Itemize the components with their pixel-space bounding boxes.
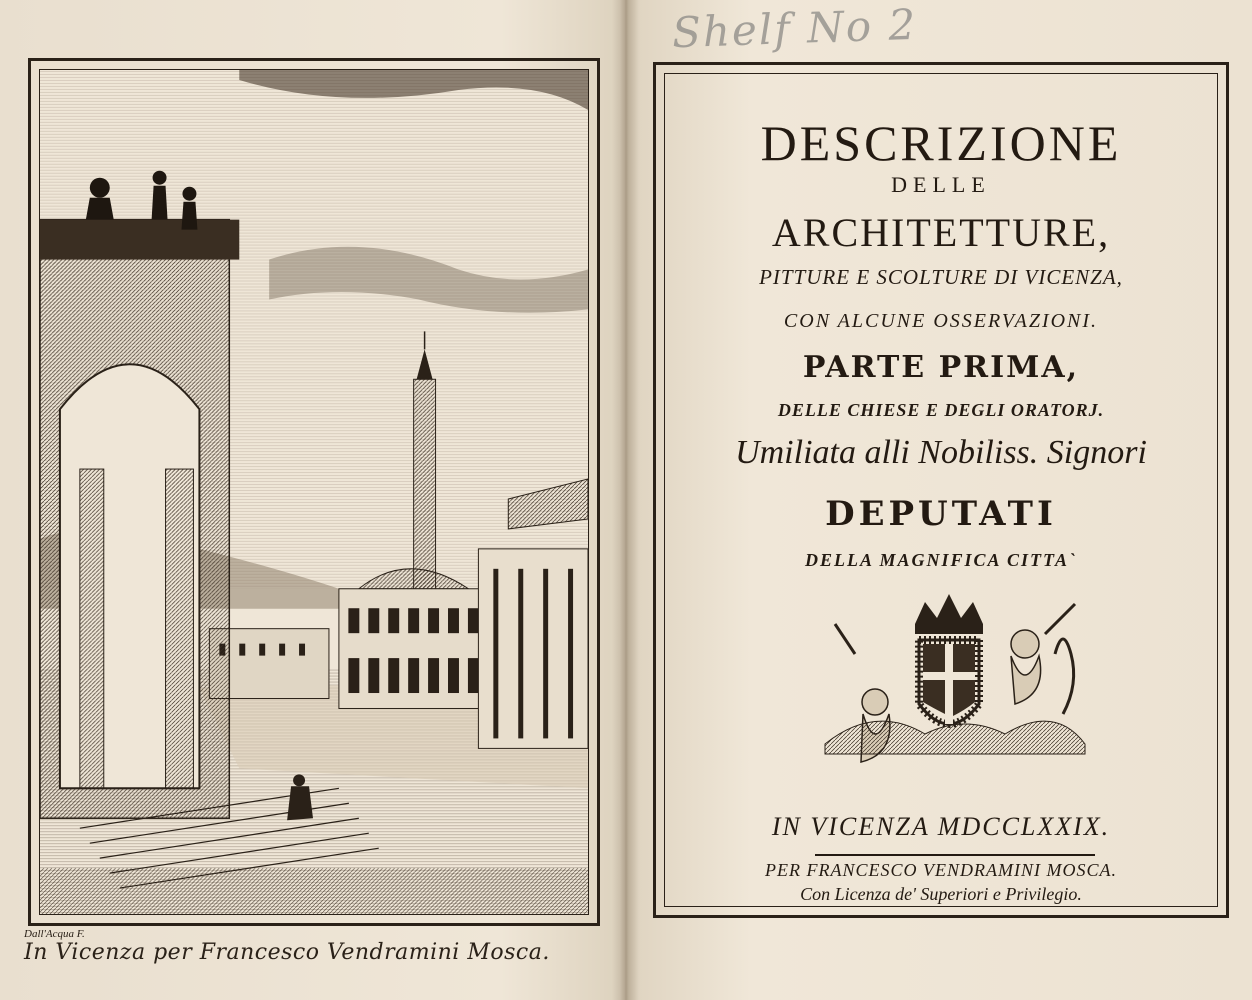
title-line-descrizione: DESCRIZIONE — [760, 115, 1122, 171]
title-page-frame — [653, 62, 1229, 918]
engraver-signature: Dall'Acqua F. — [24, 928, 85, 940]
title-divider-rule — [815, 854, 1095, 856]
frontispiece-frame — [28, 58, 600, 926]
title-line-deputati: DEPUTATI — [825, 494, 1057, 534]
title-line-citta: DELLA MAGNIFICA CITTA` — [804, 550, 1078, 570]
title-line-pitture: PITTURE E SCOLTURE DI VICENZA, — [759, 265, 1123, 289]
coat-of-arms-emblem — [815, 584, 1095, 794]
title-page-inner — [664, 73, 1218, 907]
title-line-architetture: ARCHITETTURE, — [771, 210, 1111, 255]
frontispiece-imprint: In Vicenza per Francesco Vendramini Mosca. — [24, 940, 550, 965]
dedication-line: Umiliata alli Nobiliss. Signori — [735, 434, 1147, 471]
title-line-delle: DELLE — [891, 172, 991, 197]
place-and-date: IN VICENZA MDCCLXXIX. — [771, 812, 1111, 841]
title-line-parte-prima: PARTE PRIMA, — [802, 350, 1080, 385]
title-line-osservazioni: CON ALCUNE OSSERVAZIONI. — [783, 310, 1099, 332]
piazza-engraving-image — [40, 70, 588, 914]
frontispiece-engraving — [39, 69, 589, 915]
printer-line: PER FRANCESCO VENDRAMINI MOSCA. — [765, 860, 1117, 880]
title-line-chiese: DELLE CHIESE E DEGLI ORATORJ. — [777, 400, 1105, 420]
license-line: Con Licenza de' Superiori e Privilegio. — [800, 884, 1082, 904]
book-gutter — [612, 0, 640, 1000]
pencil-shelfmark: Shelf No 2 — [671, 0, 918, 58]
